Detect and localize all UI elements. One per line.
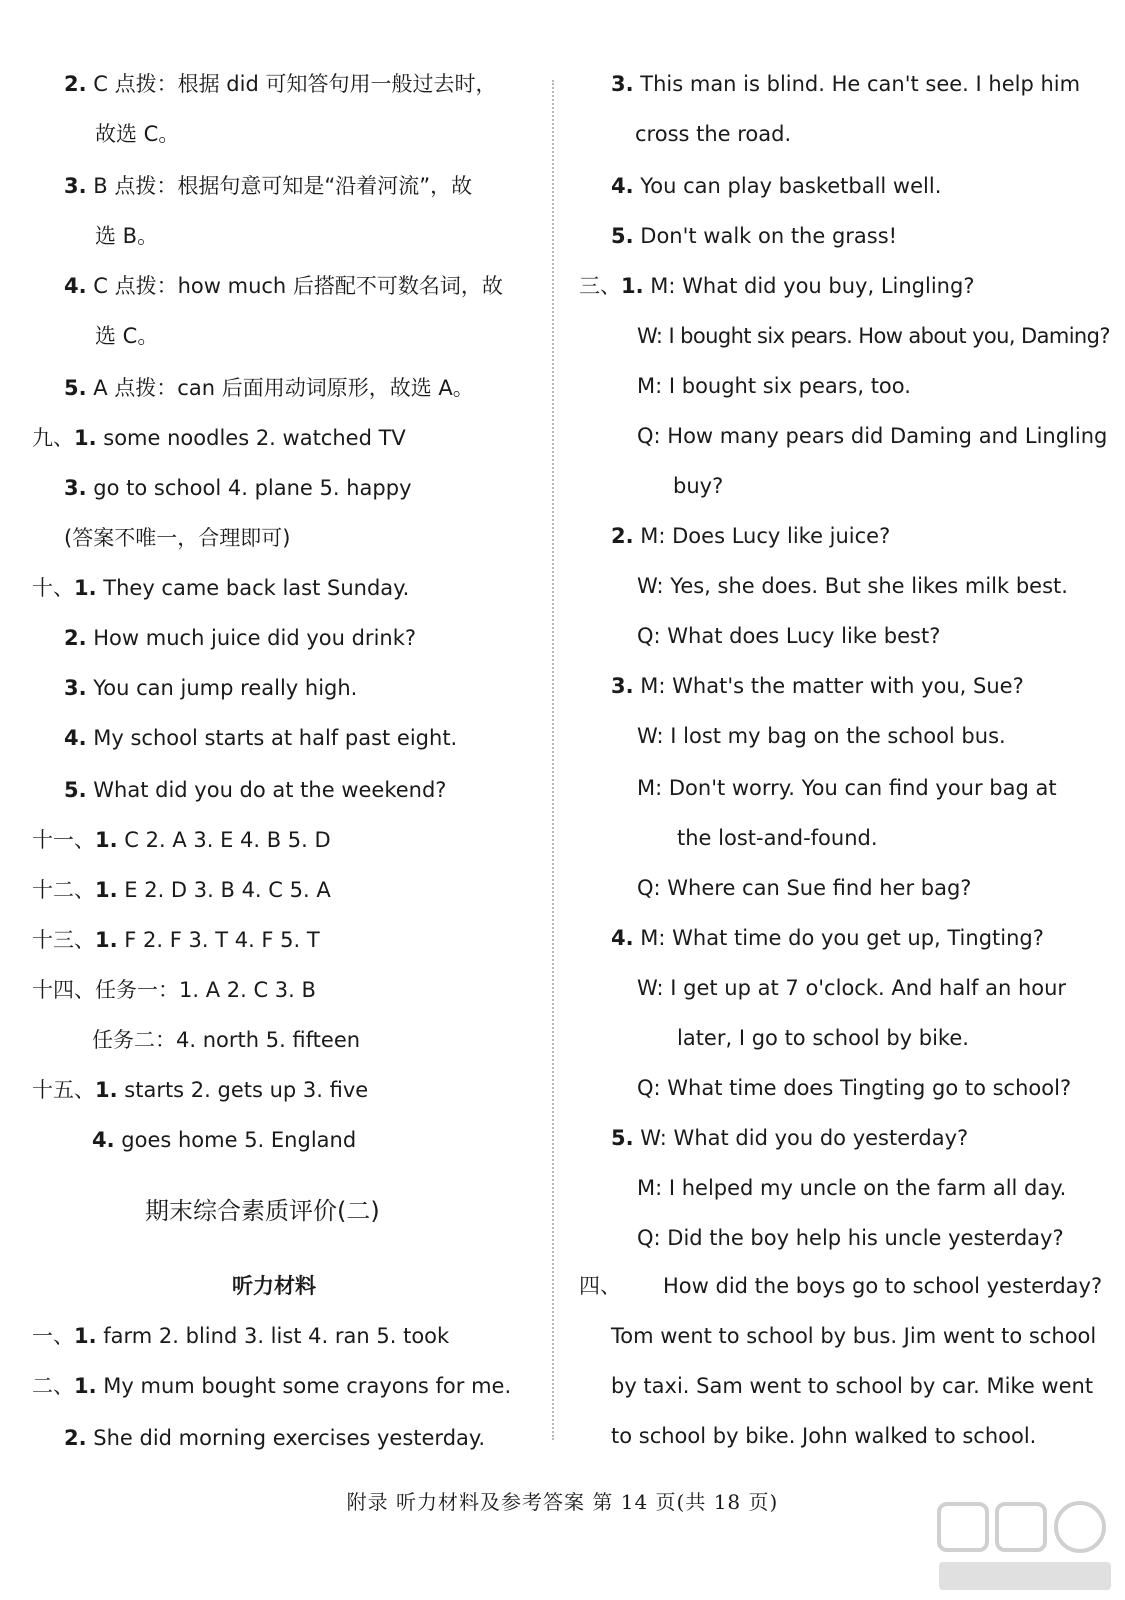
answer-line: 3. go to school 4. plane 5. happy	[64, 476, 412, 500]
section-13-line: 十三、1. F 2. F 3. T 4. F 5. T	[32, 928, 320, 952]
dialogue-line: later, I go to school by bike.	[677, 1026, 969, 1050]
section-14-line: 十四、任务一：1. A 2. C 3. B	[32, 978, 316, 1002]
column-divider	[552, 80, 554, 1440]
dialogue-line: W: I bought six pears. How about you, Daming?	[637, 324, 1110, 348]
dialogue-line: Q: Where can Sue find her bag?	[637, 876, 972, 900]
answer-line: 4. goes home 5. England	[92, 1128, 357, 1152]
answer-line: 3. B 点拨：根据句意可知是“沿着河流”，故	[64, 174, 473, 198]
exam-title: 期末综合素质评价(二)	[145, 1197, 380, 1225]
answer-line: 5. Don't walk on the grass!	[611, 224, 898, 248]
answer-line: 4. M: What time do you get up, Tingting?	[611, 926, 1044, 950]
answer-line: 3. This man is blind. He can't see. I help him	[611, 72, 1081, 96]
dialogue-line: W: Yes, she does. But she likes milk best.	[637, 574, 1068, 598]
dialogue-line: M: I bought six pears, too.	[637, 374, 911, 398]
passage-line: to school by bike. John walked to school.	[611, 1424, 1037, 1448]
dialogue-line: Q: How many pears did Daming and Lingling	[637, 424, 1108, 448]
section-11-line: 十一、1. C 2. A 3. E 4. B 5. D	[32, 828, 331, 852]
answer-line: cross the road.	[635, 122, 792, 146]
dialogue-line: M: I helped my uncle on the farm all day.	[637, 1176, 1067, 1200]
dialogue-line: Q: What does Lucy like best?	[637, 624, 941, 648]
answer-line: 4. My school starts at half past eight.	[64, 726, 458, 750]
answer-line: 5. W: What did you do yesterday?	[611, 1126, 969, 1150]
watermark-logo	[935, 1500, 1115, 1596]
passage-line: by taxi. Sam went to school by car. Mike went	[611, 1374, 1094, 1398]
answer-line: 故选 C。	[95, 122, 180, 146]
listening-heading: 听力材料	[232, 1274, 316, 1298]
dialogue-line: buy?	[673, 474, 724, 498]
section-15-line: 十五、1. starts 2. gets up 3. five	[32, 1078, 369, 1102]
answer-line: 5. A 点拨：can 后面用动词原形，故选 A。	[64, 376, 474, 400]
answer-line: 5. What did you do at the weekend?	[64, 778, 447, 802]
section-4-line: 四、 How did the boys go to school yesterday?	[579, 1274, 1103, 1298]
answer-line: 2. M: Does Lucy like juice?	[611, 524, 891, 548]
section-10-line: 十、1. They came back last Sunday.	[32, 576, 410, 600]
section-1-line: 一、1. farm 2. blind 3. list 4. ran 5. took	[32, 1324, 450, 1348]
answer-line: 2. How much juice did you drink?	[64, 626, 417, 650]
dialogue-line: the lost-and-found.	[677, 826, 878, 850]
answer-line: 3. You can jump really high.	[64, 676, 358, 700]
dialogue-line: W: I lost my bag on the school bus.	[637, 724, 1006, 748]
section-9-line: 九、1. some noodles 2. watched TV	[32, 426, 406, 450]
answer-line: 2. C 点拨：根据 did 可知答句用一般过去时，	[64, 72, 497, 96]
answer-line: 3. M: What's the matter with you, Sue?	[611, 674, 1024, 698]
dialogue-line: W: I get up at 7 o'clock. And half an hour	[637, 976, 1067, 1000]
note-line: (答案不唯一，合理即可)	[64, 526, 291, 550]
dialogue-line: M: Don't worry. You can find your bag at	[637, 776, 1057, 800]
dialogue-line: Q: Did the boy help his uncle yesterday?	[637, 1226, 1064, 1250]
section-12-line: 十二、1. E 2. D 3. B 4. C 5. A	[32, 878, 331, 902]
dialogue-line: Q: What time does Tingting go to school?	[637, 1076, 1072, 1100]
section-3-line: 三、1. M: What did you buy, Lingling?	[579, 274, 975, 298]
answer-line: 选 B。	[95, 224, 159, 248]
answer-line: 选 C。	[95, 324, 159, 348]
page-footer: 附录 听力材料及参考答案 第 14 页(共 18 页)	[346, 1490, 779, 1514]
answer-line: 4. C 点拨：how much 后搭配不可数名词，故	[64, 274, 503, 298]
answer-line: 2. She did morning exercises yesterday.	[64, 1426, 485, 1450]
task-two-line: 任务二：4. north 5. fifteen	[92, 1028, 361, 1052]
passage-line: Tom went to school by bus. Jim went to school	[611, 1324, 1097, 1348]
answer-line: 4. You can play basketball well.	[611, 174, 942, 198]
section-2-line: 二、1. My mum bought some crayons for me.	[32, 1374, 512, 1398]
